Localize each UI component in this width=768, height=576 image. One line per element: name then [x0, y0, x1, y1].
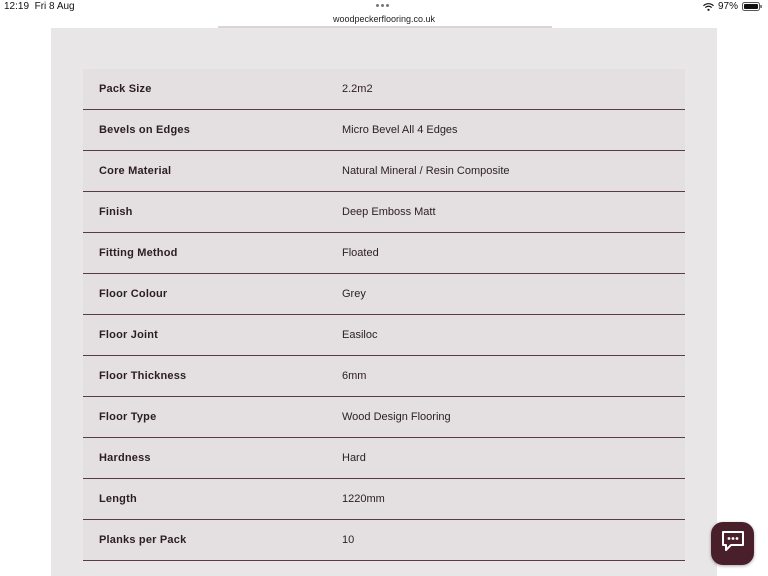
browser-address-bar[interactable]: [0, 0, 768, 28]
spec-row: [83, 151, 685, 192]
spec-value: 1220mm: [342, 493, 385, 505]
spec-row: [83, 274, 685, 315]
spec-value: Natural Mineral / Resin Composite: [342, 165, 510, 177]
spec-label: Length: [99, 493, 137, 505]
spec-label: Floor Thickness: [99, 370, 187, 382]
spec-label: Pack Size: [99, 83, 152, 95]
spec-value: 6mm: [342, 370, 367, 382]
spec-value: Easiloc: [342, 329, 378, 341]
spec-value: Micro Bevel All 4 Edges: [342, 124, 458, 136]
product-spec-panel: [51, 28, 717, 576]
spec-value: Wood Design Flooring: [342, 411, 451, 423]
spec-value: Deep Emboss Matt: [342, 206, 436, 218]
spec-value: 2.2m2: [342, 83, 373, 95]
spec-row: [83, 110, 685, 151]
battery-percent: 97%: [717, 1, 738, 12]
spec-value: Floated: [342, 247, 379, 259]
spec-label: Fitting Method: [99, 247, 178, 259]
spec-row: [83, 315, 685, 356]
spec-label: Floor Colour: [99, 288, 168, 300]
spec-row: [83, 438, 685, 479]
time-text: 12:19: [4, 1, 30, 12]
chat-button[interactable]: [711, 522, 754, 565]
date-text: Fri 8 Aug: [34, 1, 75, 12]
spec-table: [83, 69, 685, 561]
spec-value: 10: [342, 534, 355, 546]
chat-bubble-icon: [720, 529, 746, 558]
spec-value: Grey: [342, 288, 366, 300]
spec-label: Floor Type: [99, 411, 157, 423]
spec-row: [83, 69, 685, 110]
spec-row: [83, 397, 685, 438]
url-text[interactable]: woodpeckerflooring.co.uk: [332, 14, 436, 24]
spec-label: Planks per Pack: [99, 534, 187, 546]
spec-label: Core Material: [99, 165, 172, 177]
spec-label: Finish: [99, 206, 133, 218]
more-dots-icon[interactable]: [376, 4, 389, 7]
spec-label: Hardness: [99, 452, 151, 464]
spec-row: [83, 356, 685, 397]
spec-row: [83, 479, 685, 520]
spec-label: Bevels on Edges: [99, 124, 191, 136]
spec-row: [83, 192, 685, 233]
spec-label: Floor Joint: [99, 329, 159, 341]
spec-row: [83, 233, 685, 274]
spec-row: [83, 520, 685, 561]
spec-value: Hard: [342, 452, 366, 464]
